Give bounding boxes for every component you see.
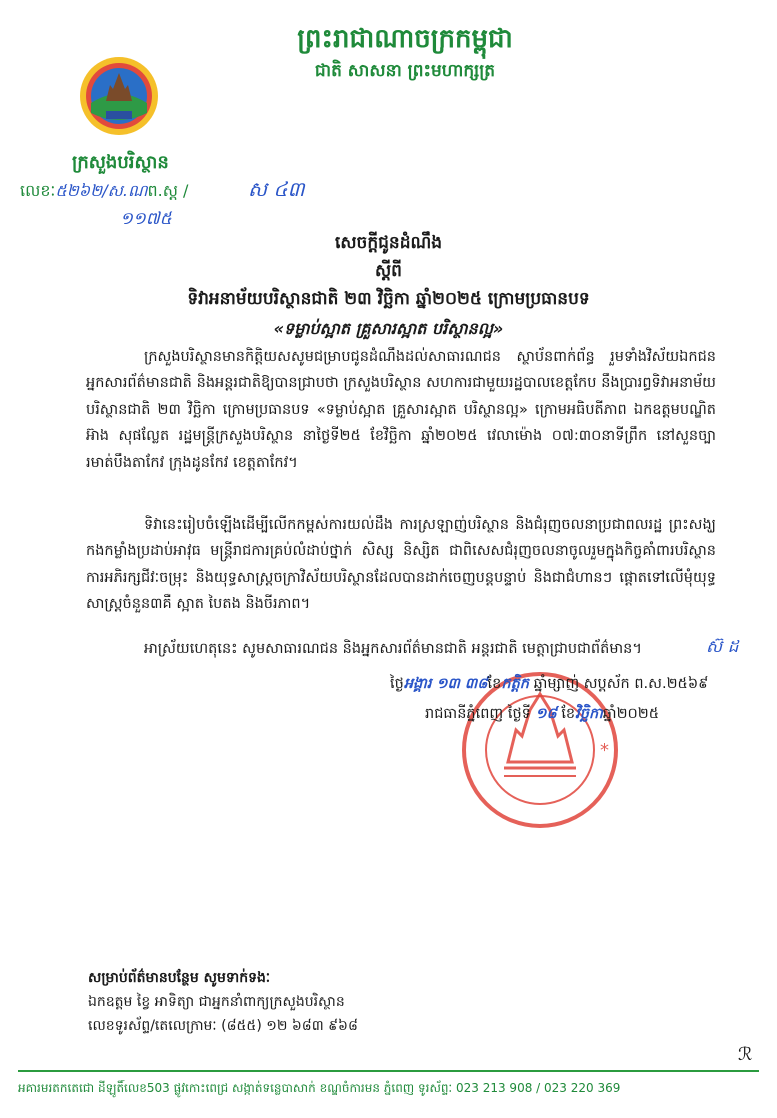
kingdom-title: ព្រះរាជាណាចក្រកម្ពុជា [297, 24, 513, 54]
year-text: ឆ្នាំ២០២៥ [602, 706, 660, 722]
document-theme: «ទម្លាប់ស្អាត គ្រួសារស្អាត បរិស្ថានល្អ» [273, 319, 504, 338]
contact-heading: សម្រាប់ព័ត៌មានបន្ថែម សូមទាក់ទងៈ [88, 970, 271, 986]
month-prefix: ខែ [561, 706, 576, 722]
document-title: សេចក្តីជូនដំណឹង [334, 233, 443, 253]
ministry-logo [78, 55, 160, 137]
lunar-middle: ខែ [487, 676, 502, 692]
document-topic: ទិវាអនាម័យបរិស្ថានជាតិ ២៣ វិច្ឆិកា ឆ្នាំ២០២៥ ក្រោមប្រធានបទ [187, 289, 590, 309]
ministry-name: ក្រសួងបរិស្ថាន [72, 152, 169, 173]
footer-divider [18, 1070, 759, 1072]
day-handwritten: ១៨ [535, 706, 557, 722]
month-handwritten: វិច្ឆិកា [575, 706, 603, 722]
lunar-day-handwritten: អង្គារ ១៣ ៣៨ [403, 676, 488, 692]
lunar-date-line [390, 675, 708, 696]
contact-person: ឯកឧត្តម ខ្វៃ អាទិត្យា ជាអ្នកនាំពាក្យក្រសួងបរិស្ថាន [88, 994, 345, 1010]
body-paragraph-3: អាស្រ័យហេតុនេះ សូមសាធារណជន និងអ្នកសារព័ត៌មានជាតិ អន្តរជាតិ មេត្តាជ្រាបជាព័ត៌មាន។ [144, 641, 642, 657]
document-subtitle: ស្តីពី [375, 261, 402, 281]
gregorian-date-line [425, 705, 659, 726]
reference-handwritten: ៥២៦២/ស.ណ [55, 181, 148, 200]
body-paragraph-2: ទិវានេះរៀបចំឡើងដើម្បីលើកកម្ពស់ការយល់ដឹង ការស្រឡាញ់បរិស្ថាន និងជំរុញចលនាប្រជាពលរដ្ឋ ព្រះសង្ឃ កងកម្លាំងប្រដាប់អាវុធ មន្ត្រីរាជការគ្រប់លំដាប់ថ្នាក់ សិស្ស និស្សិត ជាពិសេសជំរុញចលនាចូលរួមក្នុងកិច្ចគាំពារបរិស្ថាន ការអភិរក្សជីវៈចម្រុះ និងយុទ្ធសាស្រ្តចក្រាវិស័យបរិស្ថានដែលបានដាក់ចេញបន្តបន្ទាប់ និងជាជំហានៗ ផ្តោតទៅលើមុំយុទ្ធសាស្រ្តចំនួន៣គឺ ស្អាត បៃតង និងចីរភាព។ [86, 517, 716, 613]
national-motto: ជាតិ សាសនា ព្រះមហាក្សត្រ [314, 61, 496, 81]
contact-phone: លេខទូរស័ព្ទ/តេលេក្រាមៈ (៨៥៥) ១២ ៦៨៣ ៩៦៨ [88, 1018, 358, 1034]
place-prefix: រាជធានីភ្នំពេញ ថ្ងៃទី [425, 706, 531, 722]
svg-text:*: * [600, 740, 609, 761]
handwritten-initials: ស៊ ដ [706, 637, 739, 657]
reference-prefix: លេខៈ [20, 181, 56, 200]
reference-date: ១១៧៥ [120, 209, 172, 229]
reference-line [20, 180, 188, 204]
reference-number: ស ៤៣ [248, 177, 305, 201]
lunar-prefix: ថ្ងៃ [390, 676, 404, 692]
lunar-month-handwritten: កត្តិក [501, 676, 529, 692]
lunar-suffix: ឆ្នាំម្សាញ់ សប្តស័ក ព.ស.២៥៦៩ [533, 676, 709, 692]
signature-mark: ℛ [738, 1044, 753, 1065]
reference-typed: ព.ស្ត / [147, 181, 189, 200]
footer-address: អគារមរតកតេជោ ដីឡូតិ៍លេខ503 ផ្លូវកោះពេជ្រ សង្កាត់ទន្លេបាសាក់ ខណ្ឌចំការមន ភ្នំពេញ ទូរស័ព្ទៈ 023 213 908 / 023 220 369 [18, 1081, 621, 1095]
body-paragraph-1: ក្រសួងបរិស្ថានមានកិត្តិយសសូមជម្រាបជូនដំណឹងដល់សាធារណជន ស្ថាប័នពាក់ព័ន្ធ រួមទាំងវិស័យឯកជន អ្នកសារព័ត៌មានជាតិ និងអន្តរជាតិឱ្យបានជ្រាបថា ក្រសួងបរិស្ថាន សហការជាមួយរដ្ឋបាលខេត្តកែប នឹងប្រារព្ធទិវាអនាម័យបរិស្ថានជាតិ ២៣ វិច្ឆិកា ក្រោមប្រធានបទ «ទម្លាប់ស្អាត គ្រួសារស្អាត បរិស្ថានល្អ» ក្រោមអធិបតីភាព ឯកឧត្តមបណ្ឌិត អ៊ាង សុផល្លែត រដ្ឋមន្ត្រីក្រសួងបរិស្ថាន នាថ្ងៃទី២៥ ខែវិច្ឆិកា ឆ្នាំ២០២៥ វេលាម៉ោង ០៧:៣០នាទីព្រឹក នៅសួនច្បារមាត់បឹងតាកែវ ក្រុងដូនកែវ ខេត្តតាកែវ។ [86, 349, 716, 471]
